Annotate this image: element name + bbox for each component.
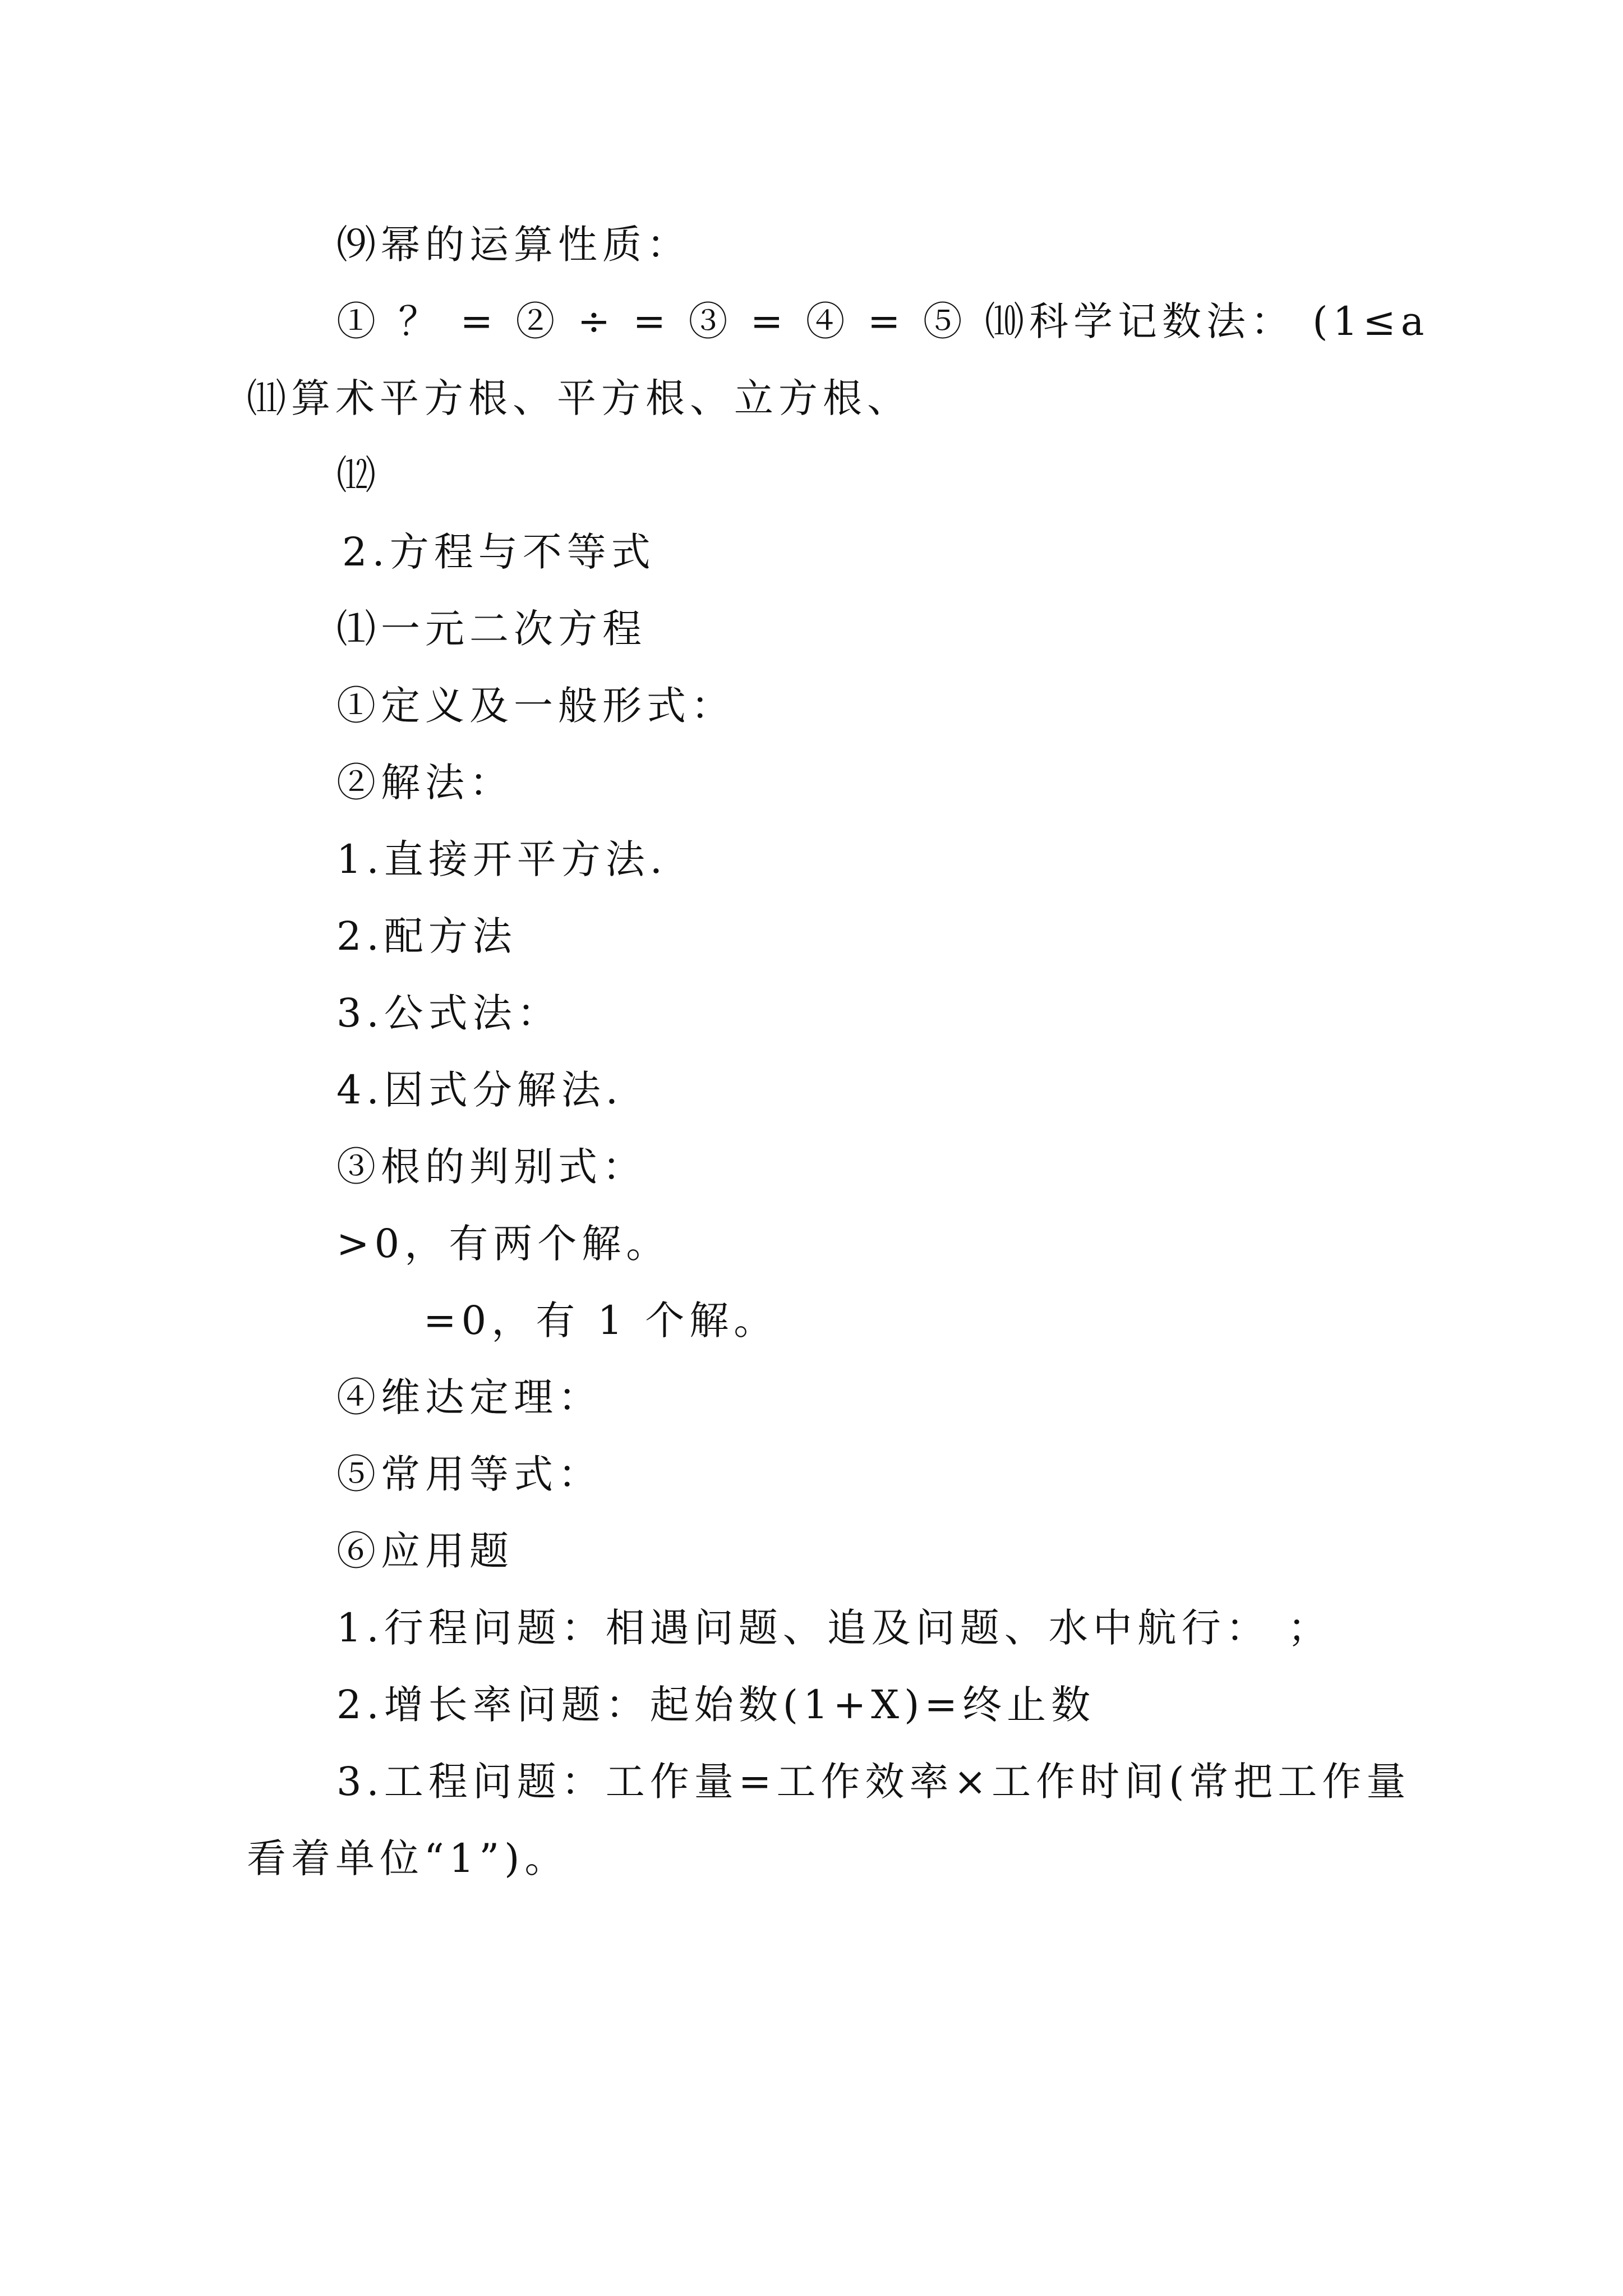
- text-line-7: ①定义及一般形式：: [336, 683, 735, 729]
- text-line-12: 4.因式分解法.: [336, 1067, 624, 1113]
- text-line-20: 2.增长率问题：起始数(1+X)=终止数: [336, 1682, 1096, 1728]
- text-line-18: ⑥应用题: [336, 1528, 514, 1574]
- text-line-14: >0，有两个解。: [336, 1221, 671, 1267]
- text-line-6: ⑴一元二次方程: [336, 606, 647, 652]
- text-line-4: ⑿: [336, 452, 381, 498]
- text-line-8: ②解法：: [336, 760, 514, 806]
- text-line-10: 2.配方法: [336, 913, 517, 959]
- text-line-16: ④维达定理：: [336, 1374, 602, 1420]
- text-line-13: ③根的判别式：: [336, 1144, 647, 1190]
- text-line-17: ⑤常用等式：: [336, 1451, 602, 1497]
- text-line-9: 1.直接开平方法.: [336, 836, 668, 882]
- text-line-15: =0，有 1 个解。: [423, 1297, 778, 1343]
- text-line-21: 3.工程问题：工作量=工作效率×工作时间(常把工作量: [336, 1759, 1411, 1805]
- text-line-1: ⑼幂的运算性质：: [336, 222, 691, 268]
- text-line-11: 3.公式法：: [336, 990, 561, 1036]
- text-line-19: 1.行程问题：相遇问题、追及问题、水中航行： ；: [336, 1605, 1332, 1651]
- section-heading: 2.方程与不等式: [342, 529, 656, 575]
- text-line-22: 看着单位“1”)。: [247, 1835, 569, 1881]
- text-line-2: ① ？ = ② ÷ = ③ = ④ = ⑤ ⑽科学记数法： (1≤a: [336, 298, 1430, 344]
- text-line-3: ⑾算术平方根、平方根、立方根、: [247, 375, 911, 421]
